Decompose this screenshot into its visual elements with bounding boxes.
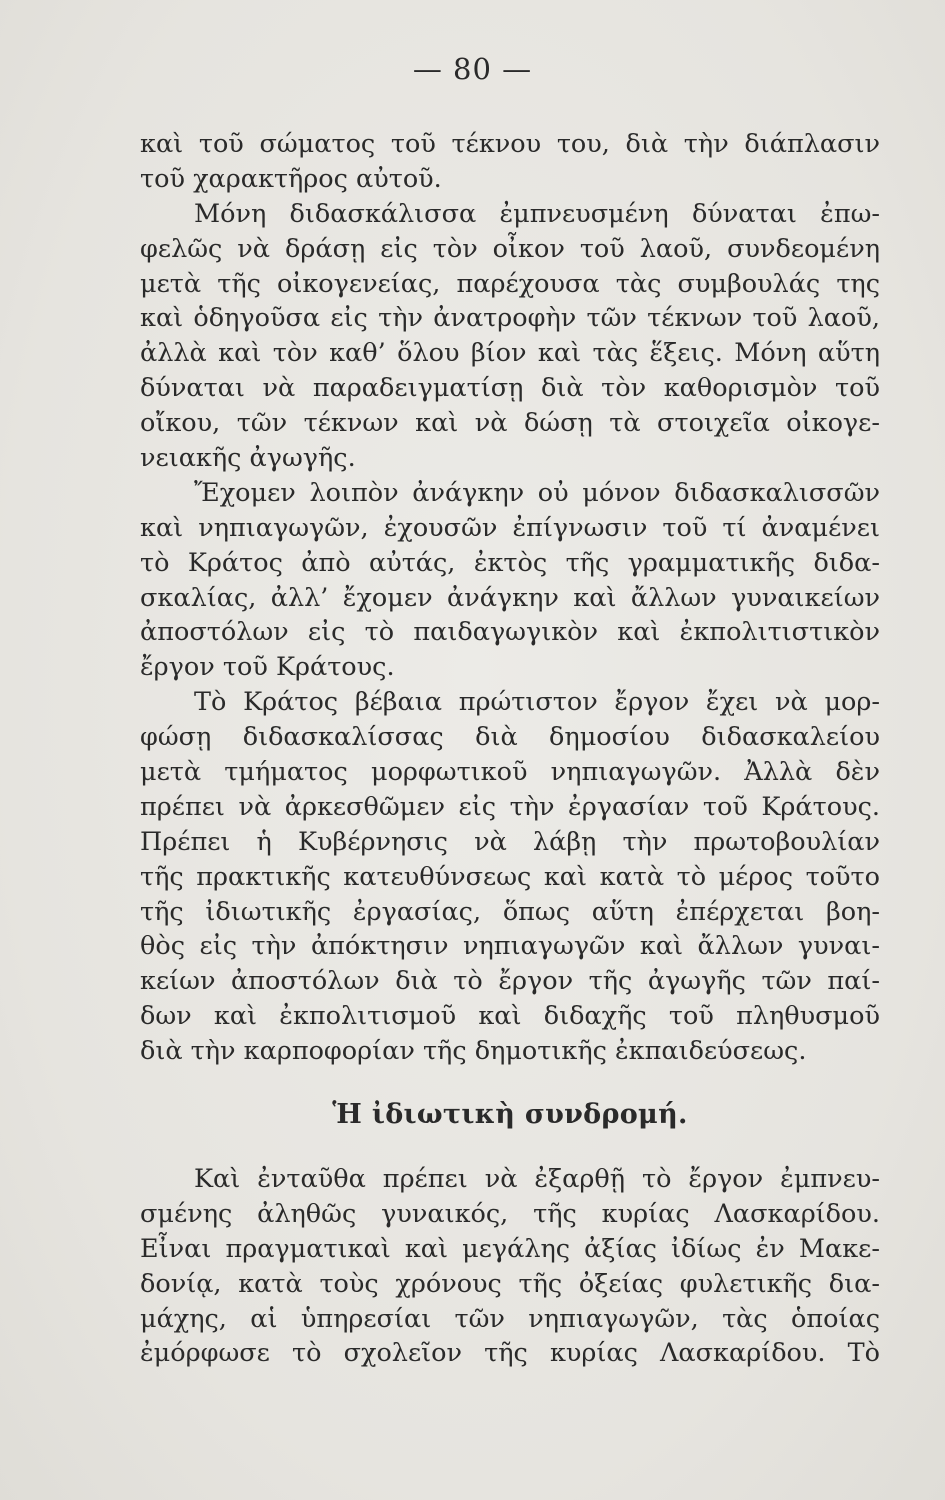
- text-line: ἔργον τοῦ Κράτους.: [140, 652, 395, 683]
- text-line: ἀλλὰ καὶ τὸν καθ’ ὅλου βίον καὶ τὰς ἕξεις. Μόνη αὕτη: [140, 338, 880, 369]
- text-line: μετὰ τμήματος μορφωτικοῦ νηπιαγωγῶν. Ἀλλὰ δὲν: [140, 757, 880, 788]
- text-line: διὰ τὴν καρποφορίαν τῆς δημοτικῆς ἐκπαιδεύσεως.: [140, 1036, 807, 1067]
- text-line: ἀποστόλων εἰς τὸ παιδαγωγικὸν καὶ ἐκπολιτιστικὸν: [140, 617, 880, 648]
- text-line: μάχης, αἱ ὑπηρεσίαι τῶν νηπιαγωγῶν, τὰς ὁποίας: [140, 1303, 880, 1334]
- text-line: δύναται νὰ παραδειγματίσῃ διὰ τὸν καθορισμὸν τοῦ: [140, 373, 880, 404]
- page-number: — 80 —: [412, 52, 533, 86]
- text-line: Μόνη διδασκάλισσα ἐμπνευσμένη δύναται ἐπω-: [194, 198, 880, 229]
- text-line: καὶ τοῦ σώματος τοῦ τέκνου του, διὰ τὴν διάπλασιν: [140, 129, 880, 159]
- text-line: καὶ νηπιαγωγῶν, ἐχουσῶν ἐπίγνωσιν τοῦ τί ἀναμένει: [140, 512, 880, 543]
- text-line: φελῶς νὰ δράσῃ εἰς τὸν οἶκον τοῦ λαοῦ, συνδεομένη: [140, 233, 880, 264]
- text-line: φώσῃ διδασκαλίσσας διὰ δημοσίου διδασκαλείου: [140, 722, 880, 753]
- text-line: Τὸ Κράτος βέβαια πρώτιστον ἔργον ἔχει νὰ μορ-: [194, 687, 880, 718]
- text-line: κείων ἀποστόλων διὰ τὸ ἔργον τῆς ἀγωγῆς τῶν παί-: [140, 966, 880, 997]
- text-line: Πρέπει ἡ Κυβέρνησις νὰ λάβῃ τὴν πρωτοβουλίαν: [140, 826, 880, 857]
- text-line: Καὶ ἐνταῦθα πρέπει νὰ ἐξαρθῇ τὸ ἔργον ἐμπνευ-: [194, 1163, 880, 1194]
- text-line: ἐμόρφωσε τὸ σχολεῖον τῆς κυρίας Λασκαρίδου. Τὸ: [140, 1338, 880, 1369]
- text-line: τῆς πρακτικῆς κατευθύνσεως καὶ κατὰ τὸ μέρος τοῦτο: [140, 861, 880, 892]
- text-line: μετὰ τῆς οἰκογενείας, παρέχουσα τὰς συμβουλάς της: [140, 268, 880, 299]
- text-line: τὸ Κράτος ἀπὸ αὐτάς, ἐκτὸς τῆς γραμματικῆς διδα-: [140, 547, 880, 578]
- text-line: καὶ ὁδηγοῦσα εἰς τὴν ἀνατροφὴν τῶν τέκνων τοῦ λαοῦ,: [140, 303, 880, 334]
- text-line: δων καὶ ἐκπολιτισμοῦ καὶ διδαχῆς τοῦ πληθυσμοῦ: [140, 1001, 880, 1032]
- text-line: πρέπει νὰ ἀρκεσθῶμεν εἰς τὴν ἐργασίαν τοῦ Κράτους.: [140, 791, 880, 822]
- text-line: δονίᾳ, κατὰ τοὺς χρόνους τῆς ὀξείας φυλετικῆς δια-: [140, 1268, 880, 1299]
- text-line: τῆς ἰδιωτικῆς ἐργασίας, ὅπως αὕτη ἐπέρχεται βοη-: [140, 896, 880, 927]
- text-line: θὸς εἰς τὴν ἀπόκτησιν νηπιαγωγῶν καὶ ἄλλων γυναι-: [140, 931, 880, 962]
- text-line: Ἔχομεν λοιπὸν ἀνάγκην οὐ μόνον διδασκαλισσῶν: [194, 477, 880, 508]
- text-line: οἴκου, τῶν τέκνων καὶ νὰ δώσῃ τὰ στοιχεῖα οἰκογε-: [140, 408, 880, 439]
- text-line: τοῦ χαρακτῆρος αὐτοῦ.: [140, 163, 442, 194]
- text-line: σκαλίας, ἀλλ’ ἔχομεν ἀνάγκην καὶ ἄλλων γυναικείων: [140, 582, 880, 613]
- text-line: σμένης ἀληθῶς γυναικός, τῆς κυρίας Λασκαρίδου.: [140, 1198, 880, 1229]
- text-line: Εἶναι πραγματικαὶ καὶ μεγάλης ἀξίας ἰδίως ἐν Μακε-: [140, 1233, 880, 1264]
- page-text: [140, 127, 880, 1371]
- text-line: νειακῆς ἀγωγῆς.: [140, 443, 356, 474]
- section-heading: Ἡ ἰδιωτικὴ συνδρομή.: [332, 1099, 688, 1131]
